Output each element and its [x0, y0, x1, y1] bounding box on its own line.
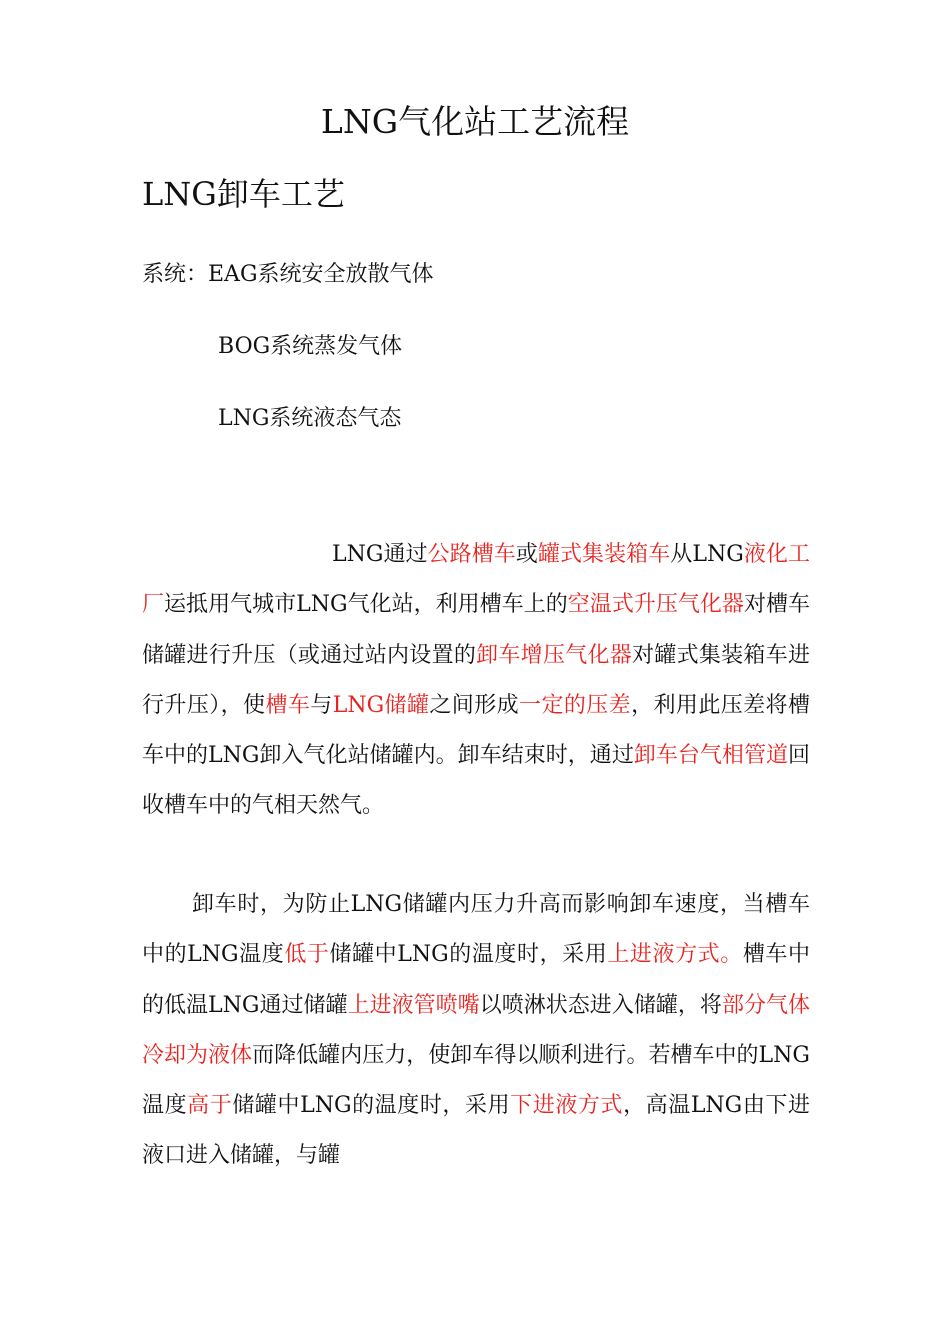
highlighted-term: 下进液方式 [510, 1093, 624, 1119]
text-run: ，利用此压差将槽车中的LNG卸入气化站储罐内。卸车结束时，通过 [142, 692, 810, 769]
text-run: ，高温LNG由下进液口进入储罐，与罐 [142, 1093, 810, 1169]
highlighted-term: 卸车增压气化器 [476, 642, 633, 668]
system-line-bog: BOG系统蒸发气体 [218, 334, 403, 359]
text-run: 从LNG [670, 542, 744, 567]
section-heading: LNG卸车工艺 [142, 175, 345, 213]
document-title: LNG气化站工艺流程 [320, 102, 630, 141]
highlighted-term: 公路槽车 [427, 542, 516, 567]
highlighted-term: 一定的压差 [519, 692, 632, 718]
highlighted-term: 空温式升压气化器 [567, 592, 744, 618]
system-line-lng: LNG系统液态气态 [218, 406, 402, 431]
highlighted-term: 部分气体冷却为液体 [142, 992, 810, 1068]
highlighted-term: 罐式集装箱车 [537, 542, 671, 567]
highlighted-term: 上进液管喷嘴 [347, 992, 480, 1018]
system-line-eag: 系统：EAG系统安全放散气体 [142, 262, 434, 287]
text-run: 与 [310, 692, 333, 718]
text-run: LNG通过 [332, 542, 428, 567]
text-run: 回收槽车中的气相天然气。 [142, 743, 810, 819]
highlighted-term: 高于 [187, 1093, 233, 1119]
text-run: 储罐中LNG的温度时，采用 [232, 1093, 511, 1119]
text-run: 之间形成 [429, 692, 520, 718]
text-run: 储罐中LNG的温度时，采用 [329, 942, 608, 968]
highlighted-term: LNG储罐 [332, 692, 430, 718]
highlighted-term: 上进液方式。 [607, 942, 743, 968]
highlighted-term: 液化工厂 [142, 542, 810, 618]
text-run: 槽车中的低温LNG通过储罐 [142, 942, 810, 1018]
text-run: 运抵用气城市LNG气化站，利用槽车上的 [164, 592, 568, 618]
highlighted-term: 低于 [284, 942, 330, 968]
highlighted-term: 卸车台气相管道 [633, 743, 788, 769]
text-run: 对罐式集装箱车进行升压），使 [142, 642, 810, 718]
paragraph-unloading-overview [142, 530, 810, 832]
text-run: 对槽车储罐进行升压（或通过站内设置的 [142, 592, 810, 668]
text-run: 卸车时，为防止LNG储罐内压力升高而影响卸车速度，当槽车中的LNG温度 [142, 892, 810, 968]
text-run: 以喷淋状态进入储罐，将 [479, 992, 722, 1018]
paragraph-unloading-methods [142, 880, 810, 1182]
text-run: 而降低罐内压力，使卸车得以顺利进行。若槽车中的LNG温度 [142, 1042, 810, 1119]
text-run: 或 [515, 542, 538, 567]
highlighted-term: 槽车 [265, 692, 311, 718]
